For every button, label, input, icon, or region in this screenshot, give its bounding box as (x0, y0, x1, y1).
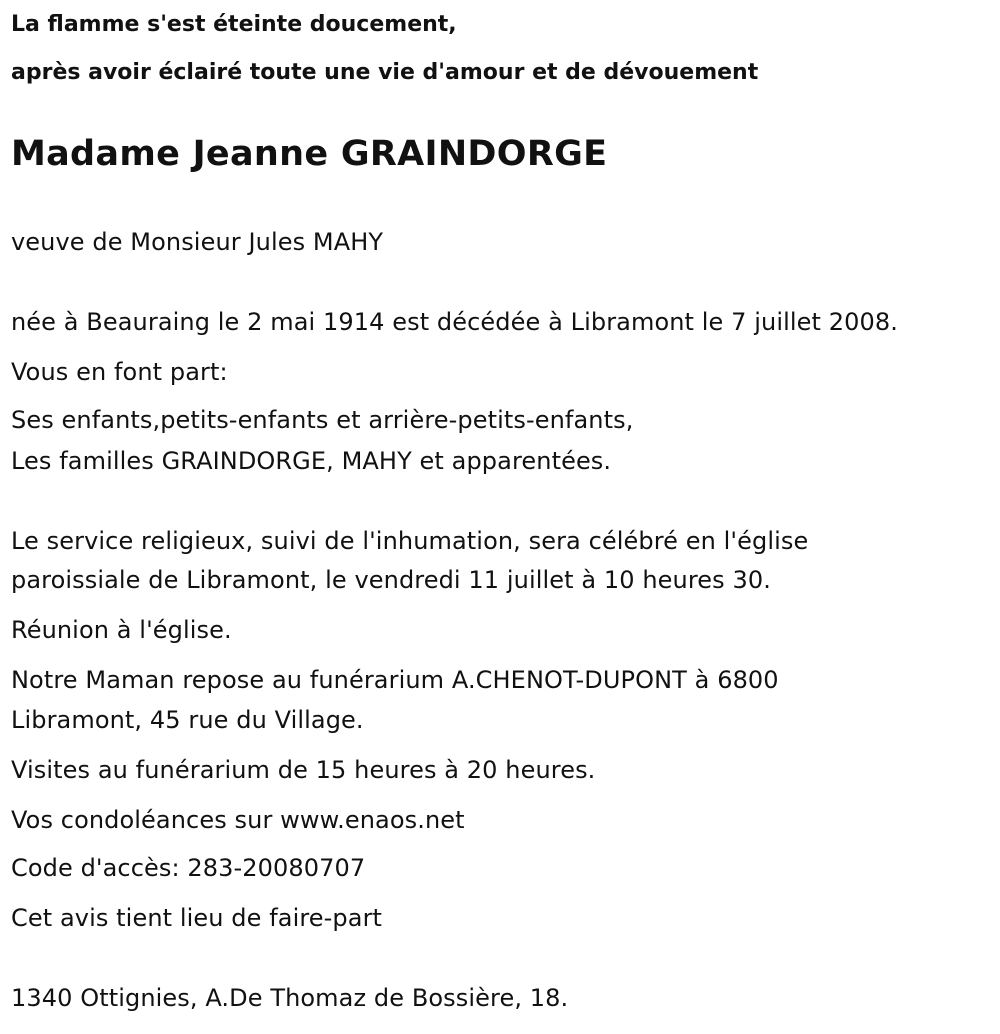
funeral-home-line-1: Notre Maman repose au funérarium A.CHENOT-DUPONT à 6800 (11, 666, 779, 694)
visits-line: Visites au funérarium de 15 heures à 20 heures. (11, 756, 596, 784)
birth-death-line: née à Beauraing le 2 mai 1914 est décédée à Libramont le 7 juillet 2008. (11, 308, 898, 336)
intro-line-1: La flamme s'est éteinte doucement, (11, 12, 457, 37)
family-line-2: Les familles GRAINDORGE, MAHY et apparentées. (11, 447, 612, 475)
intro-line-2: après avoir éclairé toute une vie d'amour et de dévouement (11, 60, 759, 85)
spouse-line: veuve de Monsieur Jules MAHY (11, 228, 384, 256)
service-line-1: Le service religieux, suivi de l'inhumation, sera célébré en l'église (11, 527, 809, 555)
announcement-intro: Vous en font part: (11, 358, 228, 386)
meeting-line: Réunion à l'église. (11, 616, 232, 644)
family-line-1: Ses enfants,petits-enfants et arrière-petits-enfants, (11, 406, 634, 434)
funeral-home-line-2: Libramont, 45 rue du Village. (11, 706, 364, 734)
notice-line: Cet avis tient lieu de faire-part (11, 904, 383, 932)
service-line-2: paroissiale de Libramont, le vendredi 11 juillet à 10 heures 30. (11, 566, 771, 594)
access-code-line: Code d'accès: 283-20080707 (11, 854, 366, 882)
address-line: 1340 Ottignies, A.De Thomaz de Bossière, 18. (11, 984, 569, 1012)
condolences-line: Vos condoléances sur www.enaos.net (11, 806, 465, 834)
deceased-name: Madame Jeanne GRAINDORGE (11, 134, 608, 174)
